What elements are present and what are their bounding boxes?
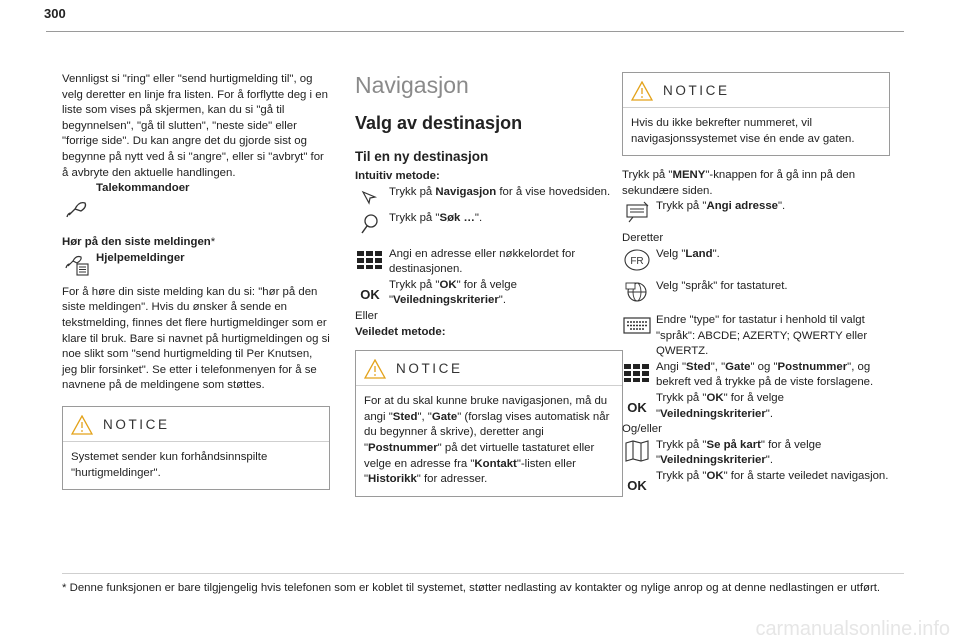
- step-navigation: [355, 185, 623, 211]
- step1-pre: Trykk på: [389, 185, 436, 198]
- voice-commands-row: [62, 181, 330, 221]
- notice-text: Systemet sender kun forhåndsinnspilte "hurtigmeldinger".: [71, 450, 268, 479]
- keyboard-type-text: Endre "type" for tastatur i henhold til valgt "språk": ABCDE; AZERTY; QWERTY eller QWERTZ.: [656, 313, 868, 358]
- notice-title: NOTICE: [663, 83, 730, 99]
- text-part: Trykk på ": [622, 169, 673, 182]
- text-part: Trykk på ": [656, 200, 707, 213]
- notice-header: [63, 407, 329, 439]
- step-map: [622, 438, 890, 469]
- notice-title: NOTICE: [396, 361, 463, 377]
- notice-part: " på det virtuelle tastaturet eller velge en adresse fra ": [364, 441, 595, 470]
- address-entry-icon: [622, 199, 652, 225]
- notice-title: NOTICE: [103, 417, 170, 433]
- notice-divider: [623, 107, 889, 108]
- step-address: [355, 247, 623, 278]
- step4-bold1: OK: [439, 278, 457, 291]
- warning-icon: [71, 415, 93, 435]
- footer-divider: [62, 573, 904, 574]
- search-icon: [355, 211, 385, 237]
- help-messages-icon: [62, 251, 92, 277]
- navigation-arrow-icon: [355, 185, 385, 211]
- andor-text: Og/eller: [622, 423, 662, 436]
- text-part: Trykk på ": [656, 438, 707, 451]
- text-part: ", ": [710, 360, 726, 373]
- step1-post: for å vise hovedsiden.: [496, 185, 611, 198]
- text-part: " og ": [750, 360, 778, 373]
- step4-bold2: Veiledningskriterier: [393, 294, 499, 307]
- ok-icon: OK: [627, 400, 647, 416]
- text-part: " for å starte veiledet navigasjon.: [723, 469, 889, 482]
- text-bold: OK: [706, 469, 724, 482]
- ok-icon: OK: [627, 478, 647, 494]
- voice-commands-label: Talekommandoer: [96, 182, 190, 195]
- keyboard-icon: [622, 360, 652, 386]
- sub-subsection-title: Til en ny destinasjon: [355, 149, 489, 164]
- step-ok-criteria: [622, 391, 890, 422]
- notice-part: ", ": [417, 410, 432, 423]
- text-part: Trykk på ": [656, 469, 707, 482]
- intuitive-method-label: Intuitiv metode:: [355, 170, 440, 182]
- notice-part: " (forslag vises automatisk når du begynner å skrive), deretter angi ": [364, 410, 610, 454]
- guided-method-label: Veiledet metode:: [355, 325, 446, 338]
- listen-star: *: [210, 236, 216, 249]
- text-part: ".: [712, 247, 720, 260]
- step2-pre: Trykk på ": [389, 211, 440, 224]
- notice-part: " for adresser.: [416, 473, 488, 486]
- column-right: [622, 72, 890, 499]
- listen-heading: [62, 235, 330, 251]
- step1-bold: Navigasjon: [435, 185, 497, 198]
- warning-icon: [631, 81, 653, 101]
- section-title: Navigasjon: [355, 72, 469, 98]
- notice-bold: Postnummer: [368, 441, 438, 454]
- text-bold: Sted: [686, 360, 711, 373]
- subsection-title: Valg av destinasjon: [355, 113, 523, 133]
- step-search: [355, 211, 623, 237]
- footnote: * Denne funksjonen er bare tilgjengelig hvis telefonen som er koblet til systemet, støtter nedlasting av kontakter og nylige anrop og at denne nedlastingen er utført.: [62, 582, 881, 594]
- step-address: [622, 199, 890, 225]
- step-ok-start: [622, 469, 890, 499]
- help-messages-label: Hjelpemeldinger: [96, 251, 185, 264]
- text-part: Angi ": [656, 360, 687, 373]
- text-bold: Veiledningskriterier: [660, 407, 766, 420]
- step4-post: ".: [498, 294, 506, 307]
- intro-text: Vennligst si "ring" eller "send hurtigmelding til", og velg deretter en linje fra listen. For å forflytte deg i en liste som vises på skjermen, kan du si "gå til begynnelsen", "gå til slutten", "neste side" eller "forrige side". Du kan angre det du gjorde sist og begynne på nytt ved å si "angre", eller si "avbryt" for å avbryte den aktuelle handlingen.: [62, 73, 328, 179]
- or-text: Eller: [355, 309, 378, 322]
- voice-command-icon: [62, 195, 92, 221]
- notice-part: "-listen eller ": [364, 457, 576, 486]
- step2-post: ".: [474, 211, 483, 224]
- country-fr-icon: [622, 247, 652, 273]
- text-part: ", og bekreft ved å trykke på de viste forslagene.: [656, 360, 874, 389]
- listen-title: Hør på den siste meldingen: [62, 236, 211, 249]
- text-part: " for å velge ": [656, 438, 822, 467]
- notice-box-middle: [355, 350, 623, 497]
- step2-bold: Søk …: [439, 211, 475, 224]
- listen-body: For å høre din siste melding kan du si: "hør på den siste meldingen". Hvis du ønsker å sende en tekstmelding, finnes det flere hurtigmeldinger som er klare til bruk. Bare si navnet på hurtigmeldingen og si noe slikt som "send hurtigmelding til Per Knutsen, jeg blir forsinket". Se etter i telefonmenyen for å se navnene på de meldingene som støttes.: [62, 285, 330, 392]
- notice-bold: Sted: [392, 410, 418, 423]
- notice-divider: [356, 385, 622, 386]
- globe-keyboard-icon: [622, 279, 652, 305]
- text-part: ".: [765, 454, 773, 467]
- text-part: " for å velge ": [656, 391, 784, 420]
- text-bold: Postnummer: [777, 360, 848, 373]
- notice-text: Hvis du ikke bekrefter nummeret, vil navigasjonssystemet vise én ende av gaten.: [631, 117, 855, 145]
- step4-mid: " for å velge ": [389, 278, 517, 307]
- step-country: [622, 247, 890, 273]
- step-language: [622, 279, 890, 305]
- text-part: "-knappen for å gå inn på den sekundære siden.: [622, 169, 856, 197]
- notice-text: [356, 394, 622, 488]
- text-bold: Se på kart: [706, 438, 761, 451]
- notice-divider: [63, 441, 329, 442]
- column-left: [62, 72, 330, 490]
- warning-icon: [364, 359, 386, 379]
- page-number: 300: [44, 6, 66, 21]
- text-part: Trykk på ": [656, 391, 707, 404]
- ok-icon: OK: [360, 286, 380, 302]
- help-messages-row: [62, 251, 330, 277]
- notice-part: For at du skal kunne bruke navigasjonen, må du angi ": [364, 395, 608, 423]
- text-bold: OK: [706, 391, 724, 404]
- step4-pre: Trykk på ": [389, 278, 440, 291]
- map-icon: [622, 438, 652, 464]
- notice-bold: Gate: [431, 410, 458, 423]
- step-keyboard-type: [622, 313, 890, 360]
- text-bold: Angi adresse: [706, 200, 779, 213]
- keyboard-layout-icon: [622, 313, 652, 339]
- step3-text: Angi en adresse eller nøkkelordet for destinasjonen.: [389, 247, 576, 276]
- notice-bold: Kontakt: [474, 457, 517, 470]
- header-divider: [46, 31, 904, 32]
- notice-bold: Historikk: [368, 473, 417, 486]
- text-part: ".: [765, 407, 773, 420]
- column-middle: [355, 72, 623, 497]
- keyboard-icon: [355, 247, 385, 273]
- then-text: Deretter: [622, 232, 664, 245]
- text-bold: Gate: [725, 360, 751, 373]
- notice-box-left: [62, 406, 330, 490]
- text-part: ".: [778, 200, 786, 213]
- text-bold: MENY: [672, 169, 706, 182]
- step-ok: [355, 278, 623, 309]
- notice-box-right: [622, 72, 890, 156]
- text-bold: Land: [685, 247, 713, 260]
- text-bold: Veiledningskriterier: [660, 454, 766, 467]
- notice-header: [356, 351, 622, 383]
- notice-header: [623, 73, 889, 105]
- text-part: Velg ": [656, 247, 686, 260]
- step-place: [622, 360, 890, 391]
- menu-text: [622, 168, 890, 199]
- language-text: Velg "språk" for tastaturet.: [656, 279, 788, 292]
- watermark: carmanualsonline.info: [755, 618, 950, 640]
- fr-icon-label: FR: [630, 255, 644, 267]
